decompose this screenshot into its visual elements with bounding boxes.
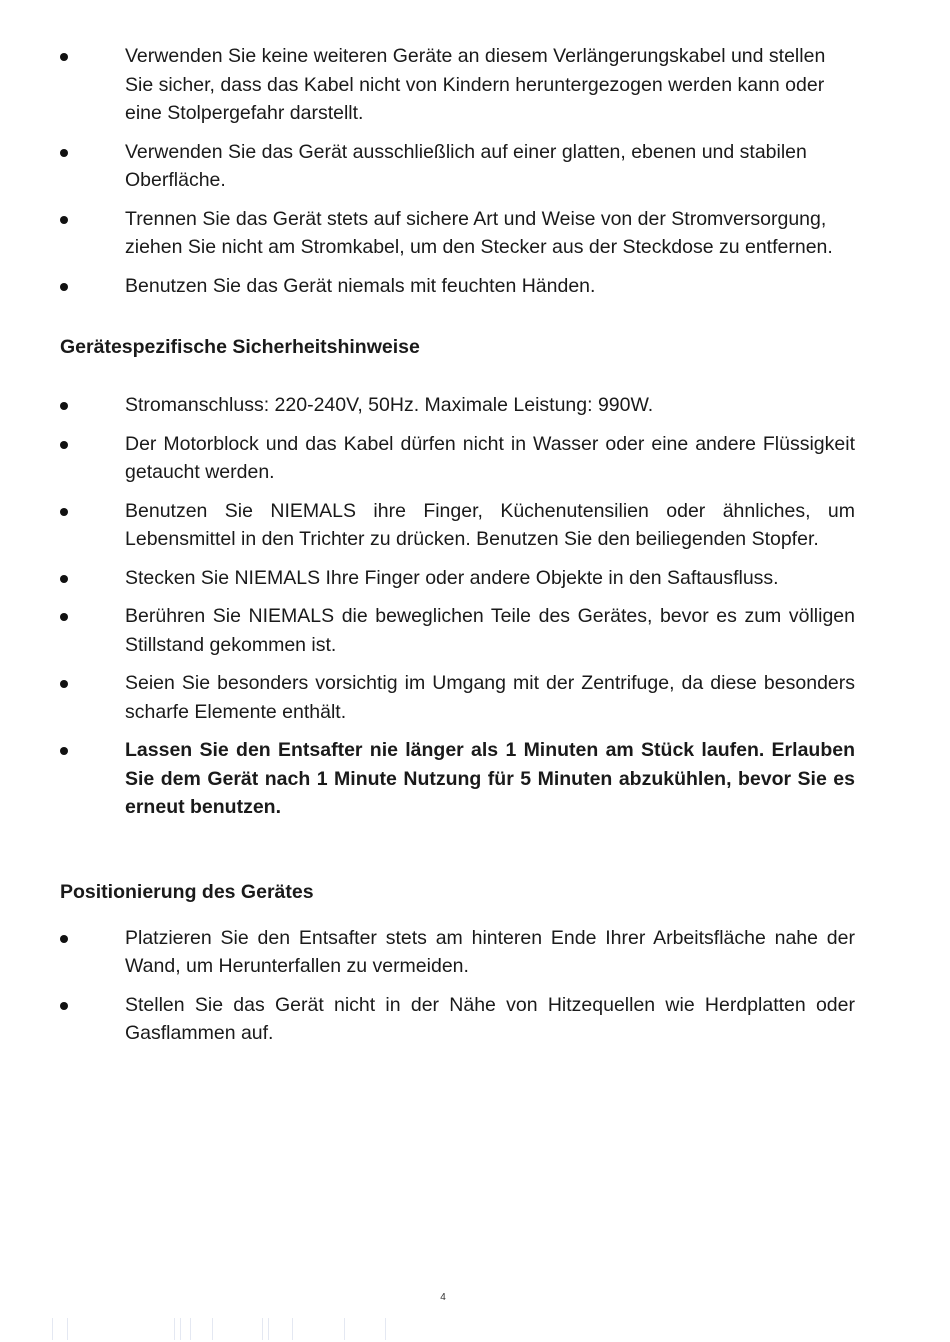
page-content xyxy=(60,42,855,1058)
bullet-icon xyxy=(60,680,68,688)
bullet-icon xyxy=(60,747,68,755)
list-item xyxy=(60,497,855,554)
list-item xyxy=(60,991,855,1048)
bullet-icon xyxy=(60,1002,68,1010)
list-item-text: Seien Sie besonders vorsichtig im Umgang mit der Zentrifuge, da diese besonders scharfe Elemente enthält. xyxy=(125,672,855,723)
page-number: 4 xyxy=(440,1292,446,1303)
list-item xyxy=(60,564,855,593)
list-item xyxy=(60,924,855,981)
bullet-icon xyxy=(60,402,68,410)
scan-artifact-marks xyxy=(52,1318,432,1340)
list-item-text: Verwenden Sie das Gerät ausschließlich auf einer glatten, ebenen und stabilen Oberfläche. xyxy=(125,140,807,191)
list-item xyxy=(60,602,855,659)
positioning-list xyxy=(60,924,855,1048)
list-item-text: Berühren Sie NIEMALS die beweglichen Teile des Gerätes, bevor es zum völligen Stillstand gekommen ist. xyxy=(125,605,855,656)
list-item xyxy=(60,138,855,195)
list-item-text: Benutzen Sie das Gerät niemals mit feuchten Händen. xyxy=(125,274,596,297)
list-item xyxy=(60,430,855,487)
list-item xyxy=(60,42,855,128)
list-item-text: Stromanschluss: 220-240V, 50Hz. Maximale Leistung: 990W. xyxy=(125,394,654,416)
bullet-icon xyxy=(60,149,68,157)
list-item-text: Benutzen Sie NIEMALS ihre Finger, Küchenutensilien oder ähnliches, um Lebensmittel in den Trichter zu drücken. Benutzen Sie den beiliegenden Stopfer. xyxy=(125,499,855,550)
list-item xyxy=(60,391,855,420)
list-item xyxy=(60,272,855,301)
list-item-warning xyxy=(60,736,855,822)
specific-safety-list xyxy=(60,391,855,822)
section-heading-positioning: Positionierung des Gerätes xyxy=(60,880,314,903)
section-heading-specific-safety: Gerätespezifische Sicherheitshinweise xyxy=(60,336,420,358)
general-safety-list xyxy=(60,42,855,300)
bullet-icon xyxy=(60,613,68,621)
list-item-text: Stecken Sie NIEMALS Ihre Finger oder andere Objekte in den Saftausfluss. xyxy=(125,566,779,589)
bullet-icon xyxy=(60,441,68,449)
bullet-icon xyxy=(60,575,68,583)
bullet-icon xyxy=(60,508,68,516)
list-item-text: Lassen Sie den Entsafter nie länger als 1 Minuten am Stück laufen. Erlauben Sie dem Gerät nach 1 Minute Nutzung für 5 Minuten abzukühlen, bevor Sie es erneut benutzen. xyxy=(125,739,855,818)
bullet-icon xyxy=(60,935,68,943)
list-item-text: Verwenden Sie keine weiteren Geräte an diesem Verlängerungskabel und stellen Sie sicher, dass das Kabel nicht von Kindern heruntergezogen werden kann oder eine Stolpergefahr darstellt. xyxy=(125,45,826,124)
list-item xyxy=(60,205,855,262)
list-item xyxy=(60,669,855,726)
list-item-text: Der Motorblock und das Kabel dürfen nicht in Wasser oder eine andere Flüssigkeit getaucht werden. xyxy=(125,432,855,483)
list-item-text: Stellen Sie das Gerät nicht in der Nähe von Hitzequellen wie Herdplatten oder Gasflammen auf. xyxy=(125,993,855,1044)
bullet-icon xyxy=(60,53,68,61)
bullet-icon xyxy=(60,216,68,224)
bullet-icon xyxy=(60,283,68,291)
list-item-text: Platzieren Sie den Entsafter stets am hinteren Ende Ihrer Arbeitsfläche nahe der Wand, um Herunterfallen zu vermeiden. xyxy=(125,926,855,977)
list-item-text: Trennen Sie das Gerät stets auf sichere Art und Weise von der Stromversorgung, ziehen Sie nicht am Stromkabel, um den Stecker aus der Steckdose zu entfernen. xyxy=(125,207,833,258)
